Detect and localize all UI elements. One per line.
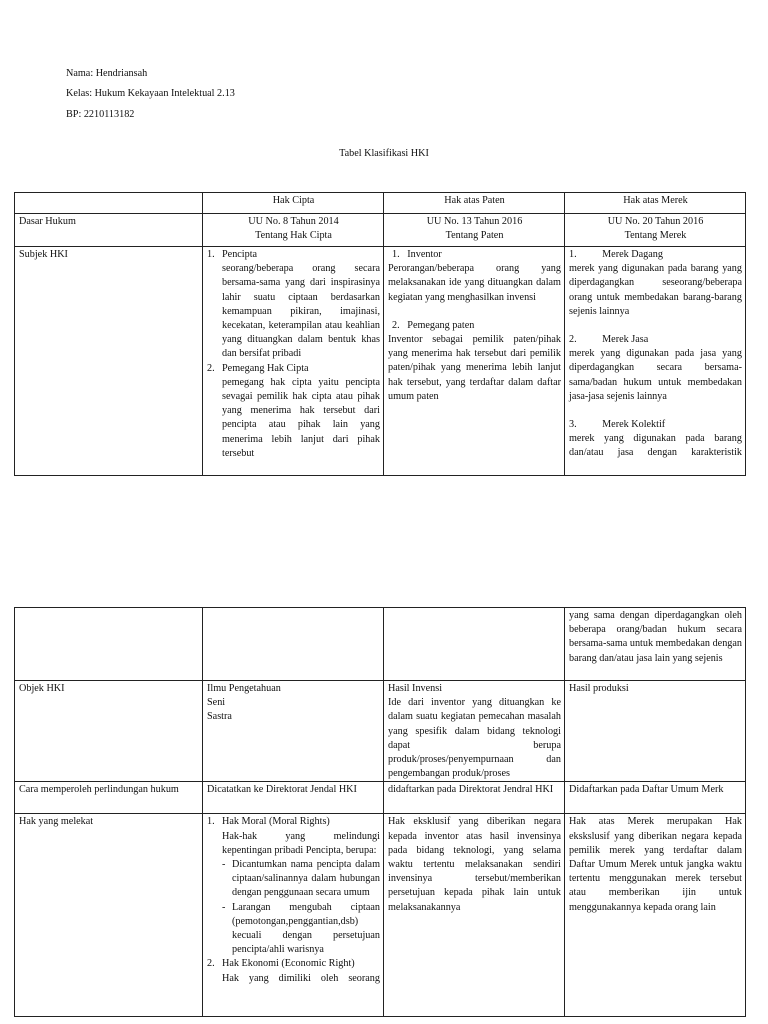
law-number: UU No. 13 Tahun 2016 [426, 216, 523, 227]
list-item: 2. Merek Jasa [569, 334, 649, 346]
item-description: merek yang digunakan pada barang yang diperdagangkan seseorang/beberapa orang untuk membedakan barang-barang sejenis lainnya [569, 263, 742, 317]
list-item: 1. Hak Moral (Moral Rights) [207, 816, 330, 828]
list-item: Sastra [207, 711, 232, 723]
subjek-paten [384, 247, 565, 476]
row-objek-hki [15, 681, 746, 782]
bullet-item: - Dicantumkan nama pencipta dalam ciptaan/salinannya dalam hubungan dengan penggunaan secara umum [207, 858, 380, 901]
header-empty-cell [15, 193, 203, 214]
student-bp: BP: 2210113182 [66, 109, 135, 120]
bullet-item: - Larangan mengubah ciptaan (pemotongan,penggantian,dsb) kecuali dengan persetujuan pencipta/ahli warisnya [207, 901, 380, 958]
dash-icon: - [222, 901, 226, 913]
item-description: Hak-hak yang melindungi kepentingan pribadi Pencipta, berupa: [222, 830, 380, 856]
list-item: Seni [207, 697, 226, 709]
item-description: Inventor sebagai pemilik paten/pihak yang menerima hak tersebut dari pemilik paten/pihak yang menerima lebih lanjut hak tersebut, yang terdaftar dalam daftar umum paten [388, 334, 561, 402]
student-class: Kelas: Hukum Kekayaan Intelektual 2.13 [66, 88, 235, 99]
row-label: Cara memperoleh perlindungan hukum [15, 782, 203, 814]
list-item: 2. Hak Ekonomi (Economic Right) [207, 958, 355, 970]
row-label: Subjek HKI [15, 247, 203, 476]
document-title: Tabel Klasifikasi HKI [339, 148, 429, 159]
dasar-hukum-cipta [203, 214, 384, 247]
item-description: Ide dari inventor yang dituangkan ke dalam suatu kegiatan pemecahan masalah yang spesifik dalam bidang teknologi dapat berupa produk/proses/penyempurnaan dan pengembangan produk/proses [388, 697, 561, 780]
subjek-merek [565, 247, 746, 476]
table-header-row [15, 193, 746, 214]
row-label: Dasar Hukum [15, 214, 203, 247]
item-title: Hasil Invensi [388, 683, 443, 694]
dasar-hukum-merek [565, 214, 746, 247]
cara-merek: Didaftarkan pada Daftar Umum Merk [565, 782, 746, 814]
classification-table-part1 [14, 192, 746, 476]
list-item: Ilmu Pengetahuan [207, 683, 281, 694]
objek-paten [384, 681, 565, 782]
law-number: UU No. 8 Tahun 2014 [248, 216, 339, 227]
row-hak-melekat [15, 814, 746, 1017]
header-hak-merek: Hak atas Merek [565, 193, 746, 214]
item-description: merek yang digunakan pada barang dan/atau jasa dengan karakteristik [569, 433, 742, 459]
dash-icon: - [222, 859, 226, 871]
hak-cipta-cell [203, 814, 384, 1017]
empty-cell [203, 608, 384, 681]
dasar-hukum-paten [384, 214, 565, 247]
cara-paten: didaftarkan pada Direktorat Jendral HKI [384, 782, 565, 814]
objek-cipta [203, 681, 384, 782]
empty-cell [384, 608, 565, 681]
law-title: Tentang Hak Cipta [255, 230, 332, 242]
row-subjek-hki [15, 247, 746, 476]
row-label: Objek HKI [15, 681, 203, 782]
list-item: 1. Pencipta [207, 249, 258, 260]
item-description: pemegang hak cipta yaitu pencipta sevagai pemilik hak cipta atau pihak yang menerima hak tersebut dari pencipta atau pihak lain yang menerima lebih lanjut dari pihak tersebut [222, 376, 380, 459]
law-title: Tentang Merek [624, 230, 687, 242]
merek-kolektif-continued: yang sama dengan diperdagangkan oleh beberapa orang/badan hukum secara bersama-sama untuk membedakan dengan barang dan/atau jasa lain yang sejenis [565, 608, 746, 681]
row-label: Hak yang melekat [15, 814, 203, 1017]
hak-merek-cell: Hak atas Merek merupakan Hak ekskslusif yang diberikan negara kepada pemilik merek yang terdaftar dalam Daftar Umum Merek untuk jangka waktu tertentu menggunakan merek tersebut atau memberikan ijin untuk menggunakannya kepada orang lain [565, 814, 746, 1017]
header-hak-paten: Hak atas Paten [384, 193, 565, 214]
empty-cell [15, 608, 203, 681]
student-name: Nama: Hendriansah [66, 68, 148, 79]
row-dasar-hukum [15, 214, 746, 247]
item-description: merek yang digunakan pada jasa yang diperdagangkan secara bersama-sama/badan hukum untuk membedakan jasa-jasa sejenis lainnya [569, 348, 742, 402]
item-description: seorang/beberapa orang secara bersama-sama yang dari inspirasinya lahir suatu ciptaan berdasarkan kemampuan pikiran, imajinasi, kecekatan, keterampilan atau keahlian yang dituangkan dalam bentuk khas dan bersifat pribadi [222, 263, 380, 360]
row-continued [15, 608, 746, 681]
list-item: 1. Merek Dagang [569, 249, 663, 260]
list-item: 2. Pemegang paten [392, 319, 475, 331]
cara-cipta: Dicatatkan ke Direktorat Jendal HKI [203, 782, 384, 814]
list-item: 3. Merek Kolektif [569, 419, 666, 431]
objek-merek: Hasil produksi [565, 681, 746, 782]
list-item: 1. Inventor [392, 249, 442, 260]
law-title: Tentang Paten [445, 230, 504, 242]
law-number: UU No. 20 Tahun 2016 [607, 216, 704, 227]
item-description: Hak yang dimiliki oleh seorang [222, 972, 380, 984]
hak-paten-cell: Hak eksklusif yang diberikan negara kepada inventor atas hasil invensinya pada bidang teknologi, yang selama waktu tertentu melaksanakan sendiri invensinya tersebut/memberikan persetujuan kepada pihak lain untuk melaksanakannya [384, 814, 565, 1017]
classification-table-part2 [14, 607, 746, 1017]
header-hak-cipta: Hak Cipta [203, 193, 384, 214]
list-item: 2. Pemegang Hak Cipta [207, 362, 309, 374]
subjek-cipta [203, 247, 384, 476]
row-cara-perlindungan [15, 782, 746, 814]
item-description: Perorangan/beberapa orang yang melaksanakan ide yang dituangkan dalam kegiatan yang menghasilkan invensi [388, 263, 561, 303]
